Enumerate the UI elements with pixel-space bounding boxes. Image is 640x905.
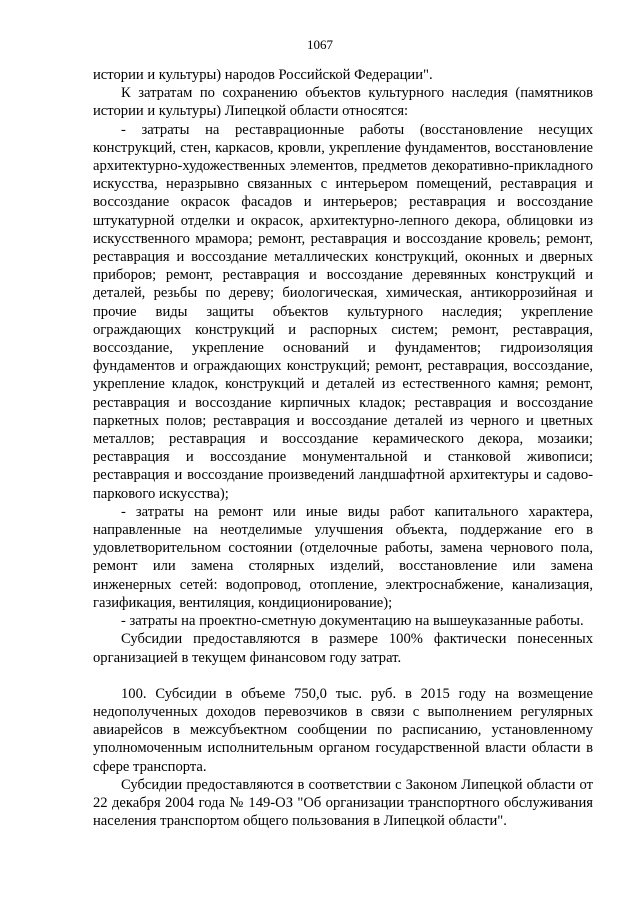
paragraph-subsidy-rate: Субсидии предоставляются в размере 100% фактически понесенных организацией в текущем финансовом году затрат. (93, 631, 593, 666)
page-number: 1067 (307, 37, 333, 52)
list-item-restoration-works: - затраты на реставрационные работы (восстановление несущих конструкций, стен, каркасов, кровли, укрепление фундаментов, восстановление архитектурно-художественных элементов, предметов декоративно-прикладного искусства, неразрывно связанных с интерьером помещений, реставрация и воссоздание окрасок фасадов и интерьеров; реставрация и воссоздание штукатурной отделки и окрасок, архитектурно-лепного декора, облицовки из искусственного мрамора; ремонт, реставрация и воссоздание кровель; ремонт, реставрация и воссоздание металлических конструкций, оконных и дверных приборов; ремонт, реставрация и воссоздание деревянных конструкций и деталей, резьбы по дереву; биологическая, химическая, антикоррозийная и прочие виды защиты объектов культурного наследия; укрепление ограждающих конструкций и распорных систем; ремонт, реставрация, воссоздание, укрепление оснований и фундаментов; гидроизоляция фундаментов и ограждающих конструкций; ремонт, реставрация, воссоздание, укрепление кладок, конструкций и деталей из естественного камня; ремонт, реставрация и воссоздание кирпичных кладок; реставрация и воссоздание паркетных полов; реставрация и воссоздание деталей из черного и цветных металлов; реставрация и воссоздание керамического декора, мозаики; реставрация и воссоздание монументальной и станковой живописи; реставрация и воссоздание произведений ландшафтной архитектуры и садово-паркового искусства); (93, 121, 593, 502)
list-item-capital-repair: - затраты на ремонт или иные виды работ капитального характера, направленные на неотделимые улучшения объекта, поддержание его в удовлетворительном состоянии (отделочные работы, замена чернового пола, ремонт или замена столярных изделий, восстановление или замена инженерных сетей: водопровод, отопление, электроснабжение, канализация, газификация, вентиляция, кондиционирование); (93, 503, 593, 611)
paragraph-subsidy-law: Субсидии предоставляются в соответствии с Законом Липецкой области от 22 декабря 2004 года № 149-ОЗ "Об организации транспортного обслуживания населения транспортом общего пользования в Липецкой области". (93, 776, 593, 830)
document-body (93, 66, 593, 830)
paragraph-item-100: 100. Субсидии в объеме 750,0 тыс. руб. в 2015 году на возмещение недополученных доходов перевозчиков в связи с выполнением регулярных авиарейсов в межсубъектном сообщении по расписанию, установленному уполномоченным исполнительным органом государственной власти области в сфере транспорта. (93, 685, 593, 775)
paragraph-heritage-costs-intro: К затратам по сохранению объектов культурного наследия (памятников истории и культуры) Липецкой области относятся: (93, 85, 593, 120)
paragraph-continuation: истории и культуры) народов Российской Федерации". (93, 67, 433, 83)
paragraph-gap (93, 667, 593, 685)
list-item-design-documentation: - затраты на проектно-сметную документацию на вышеуказанные работы. (121, 613, 584, 630)
